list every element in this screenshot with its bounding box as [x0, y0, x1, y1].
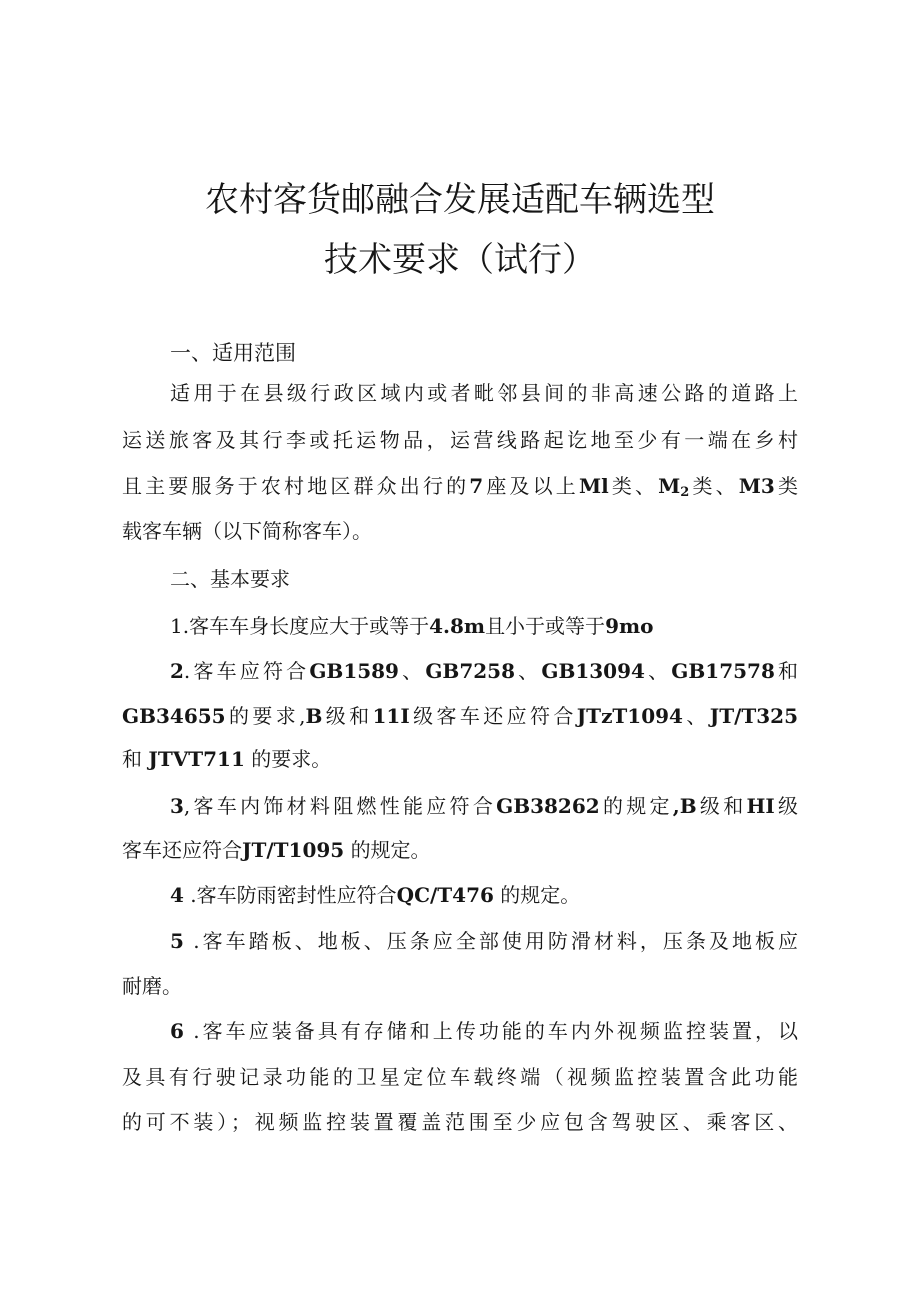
text-run: 和: [122, 747, 142, 771]
requirement-item-4: [170, 880, 798, 910]
text-run: 的要求,: [225, 704, 306, 728]
text-run: 客车还应符合: [122, 838, 242, 862]
requirement-item-6: [170, 1016, 798, 1046]
paragraph-line: 适用于在县级行政区域内或者毗邻县间的非高速公路的道路上: [170, 381, 798, 405]
paragraph-line: 载客车辆（以下简称客车）。: [122, 519, 372, 543]
section-heading-scope: 一、适用范围: [170, 341, 296, 365]
paragraph-line: [122, 744, 798, 774]
bus-grade: ,B: [672, 794, 697, 818]
document-title-line-1: 农村客货邮融合发展适配车辆选型: [205, 180, 715, 220]
item-number: 4: [170, 883, 184, 907]
paragraph-line: 的可不装）；视频监控装置覆盖范围至少应包含驾驶区、乘客区、: [122, 1110, 798, 1134]
text-run: 类: [774, 474, 799, 498]
standard-ref: GB38262: [496, 794, 600, 818]
paragraph-line: 及具有行驶记录功能的卫星定位车载终端（视频监控装置含此功能: [122, 1065, 798, 1089]
text-run: 级客车还应符合: [409, 704, 577, 728]
standard-ref: QC/T476: [396, 883, 494, 907]
text-run: .客车踏板、地板、压条应全部使用防滑材料，压条及地板应: [193, 929, 798, 953]
item-number: 2: [170, 659, 184, 683]
length-max: 9mo: [605, 614, 654, 638]
class-subscript: 2: [680, 485, 690, 500]
text-run: 级和: [696, 794, 747, 818]
paragraph-line: [122, 835, 798, 865]
text-run: 座及以上: [483, 474, 579, 498]
standard-ref: GB34655: [122, 704, 226, 728]
item-number: 3: [170, 794, 184, 818]
seat-count: 7: [469, 474, 484, 498]
text-run: 的规定。: [350, 838, 431, 862]
standard-ref: GB7258: [425, 659, 515, 683]
text-run: 的要求。: [251, 747, 332, 771]
text-run: 的规定: [599, 794, 673, 818]
text-run: 的规定。: [500, 883, 581, 907]
vehicle-class-m2: [658, 474, 689, 498]
standard-ref: GB13094: [541, 659, 645, 683]
standard-ref: GB17578: [671, 659, 775, 683]
paragraph-line: 耐磨。: [122, 974, 182, 998]
standard-ref: JTzT1094: [576, 704, 683, 728]
bus-grade: 11I: [372, 704, 410, 728]
text-run: 类、: [689, 474, 739, 498]
text-run: .客车应符合: [183, 659, 310, 683]
text-run: ,客车内饰材料阻燃性能应符合: [183, 794, 497, 818]
standard-ref: GB1589: [309, 659, 399, 683]
requirement-item-2: [170, 656, 798, 686]
text-run: .客车应装备具有存储和上传功能的车内外视频监控装置，以: [193, 1019, 798, 1043]
requirement-item-3: [170, 791, 798, 821]
text-run: 且主要服务于农村地区群众出行的: [122, 474, 470, 498]
length-min: 4.8m: [429, 614, 486, 638]
requirement-item-5: [170, 926, 798, 956]
text-run: 和: [774, 659, 799, 683]
standard-ref: JTVT711: [148, 747, 245, 771]
text-run: 级: [774, 794, 799, 818]
requirement-item-1: [170, 611, 798, 641]
bus-grade: HI: [746, 794, 775, 818]
text-run: .客车防雨密封性应符合: [190, 883, 397, 907]
document-title-line-2: 技术要求（试行）: [324, 240, 596, 280]
vehicle-class-m1: Ml: [578, 474, 609, 498]
text-run: 、: [644, 659, 672, 683]
bus-grade: B: [305, 704, 323, 728]
item-number: 1.: [170, 614, 190, 638]
standard-ref: JT/T1095: [242, 838, 345, 862]
class-letter: M: [658, 474, 681, 498]
text-run: 且小于或等于: [485, 614, 606, 638]
section-heading-basic: 二、基本要求: [170, 567, 290, 591]
item-number: 6: [170, 1019, 184, 1043]
text-run: 、: [515, 659, 542, 683]
standard-ref: JT/T325: [709, 704, 799, 728]
text-run: 、: [398, 659, 426, 683]
text-run: 级和: [322, 704, 373, 728]
text-run: 、: [682, 704, 710, 728]
text-run: 客车车身长度应大于或等于: [189, 614, 430, 638]
text-run: 类、: [608, 474, 659, 498]
item-number: 5: [170, 929, 184, 953]
paragraph-line: [122, 701, 798, 731]
paragraph-line: [122, 471, 798, 501]
paragraph-line: 运送旅客及其行李或托运物品，运营线路起讫地至少有一端在乡村: [122, 428, 798, 452]
vehicle-class-m3: M3: [738, 474, 775, 498]
